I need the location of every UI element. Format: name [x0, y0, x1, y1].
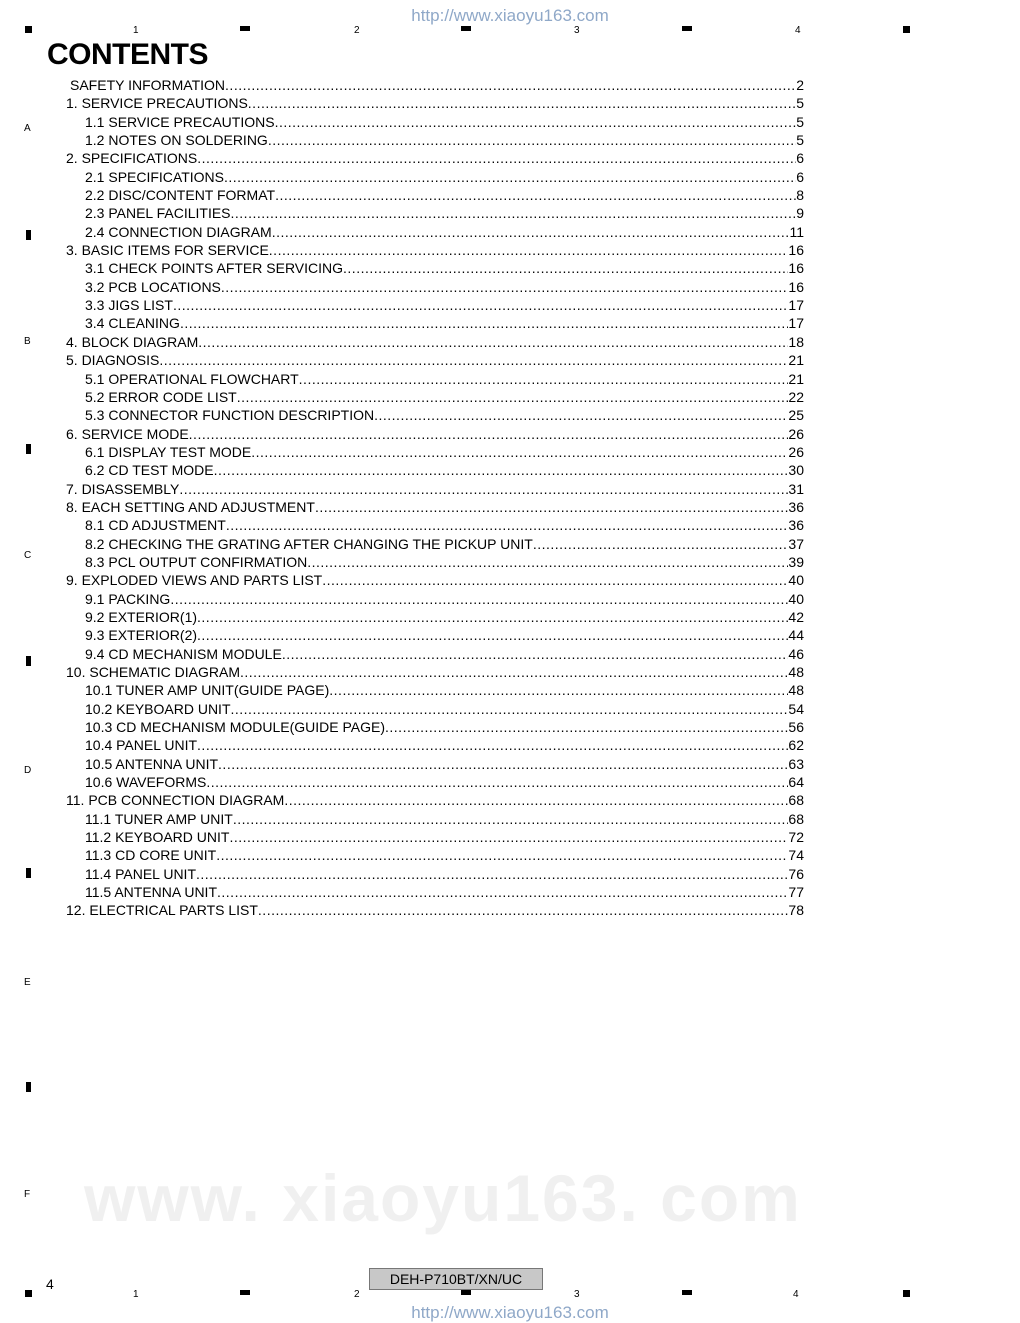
toc-entry-page: 39	[788, 553, 804, 570]
dot-leader	[299, 370, 789, 388]
column-number: 1	[133, 25, 139, 36]
toc-entry-page: 25	[788, 407, 804, 424]
toc-entry-title: 10. SCHEMATIC DIAGRAM	[66, 664, 240, 680]
dot-leader	[197, 736, 788, 754]
toc-entry[interactable]	[66, 883, 804, 901]
toc-entry-page: 54	[788, 700, 804, 717]
toc-entry-page: 78	[788, 902, 804, 919]
dot-leader	[226, 516, 789, 534]
watermark-text: www. xiaoyu163. com	[84, 1161, 802, 1235]
toc-entry-title: 2.2 DISC/CONTENT FORMAT	[85, 187, 276, 204]
toc-entry[interactable]	[66, 681, 804, 699]
dot-leader	[248, 94, 796, 112]
toc-entry-title: 3.4 CLEANING	[85, 315, 180, 332]
dot-leader	[533, 535, 789, 553]
dot-leader	[343, 259, 788, 277]
toc-entry-title: 2.3 PANEL FACILITIES	[85, 205, 231, 222]
toc-entry-title: 8.2 CHECKING THE GRATING AFTER CHANGING THE PICKUP UNIT	[85, 535, 533, 552]
toc-entry[interactable]	[66, 700, 804, 718]
dot-leader	[173, 296, 788, 314]
toc-entry-title: 10.6 WAVEFORMS	[85, 774, 207, 791]
toc-entry-page: 37	[788, 535, 804, 552]
toc-entry[interactable]	[66, 773, 804, 791]
toc-entry-title: 4. BLOCK DIAGRAM	[66, 333, 199, 350]
dot-leader	[197, 149, 796, 167]
toc-entry[interactable]	[66, 351, 804, 369]
toc-entry[interactable]	[66, 901, 804, 919]
toc-entry[interactable]	[66, 278, 804, 296]
dot-leader	[251, 443, 788, 461]
header-url[interactable]: http://www.xiaoyu163.com	[411, 6, 609, 25]
toc-entry[interactable]	[66, 571, 804, 589]
toc-entry-page: 46	[788, 645, 804, 662]
toc-entry-title: 12. ELECTRICAL PARTS LIST	[66, 902, 258, 919]
toc-entry-title: 6.2 CD TEST MODE	[85, 462, 214, 479]
dot-leader	[229, 828, 788, 846]
toc-entry-page: 68	[788, 792, 804, 809]
toc-entry-title: SAFETY INFORMATION	[70, 77, 226, 93]
toc-entry-page: 17	[788, 315, 804, 332]
toc-entry-title: 1. SERVICE PRECAUTIONS	[66, 95, 248, 112]
toc-entry-title: 5.3 CONNECTOR FUNCTION DESCRIPTION	[85, 407, 375, 424]
dot-leader	[218, 755, 788, 773]
toc-entry-page: 17	[788, 297, 804, 314]
dot-leader	[307, 553, 788, 571]
toc-entry-page: 63	[788, 755, 804, 772]
toc-entry[interactable]	[66, 736, 804, 754]
row-label: C	[24, 550, 32, 561]
row-label: A	[24, 123, 31, 134]
column-number: 2	[354, 1289, 360, 1300]
dot-leader	[237, 388, 789, 406]
registration-mark	[240, 1290, 250, 1295]
toc-entry-title: 10.4 PANEL UNIT	[85, 737, 198, 754]
toc-entry-page: 40	[788, 590, 804, 607]
toc-entry-title: 5.2 ERROR CODE LIST	[85, 388, 237, 405]
dot-leader	[240, 663, 788, 681]
toc-entry[interactable]	[66, 590, 804, 608]
toc-entry-page: 77	[788, 884, 804, 901]
toc-entry-title: 10.5 ANTENNA UNIT	[85, 755, 219, 772]
toc-entry-title: 10.1 TUNER AMP UNIT(GUIDE PAGE)	[85, 682, 330, 699]
toc-entry-page: 74	[788, 847, 804, 864]
toc-entry-page: 5	[796, 113, 804, 130]
toc-entry-title: 2.4 CONNECTION DIAGRAM	[85, 223, 272, 240]
toc-entry[interactable]	[66, 223, 804, 241]
toc-entry-page: 6	[796, 168, 804, 185]
registration-mark	[240, 26, 250, 31]
toc-entry[interactable]	[66, 663, 804, 681]
toc-entry-page: 21	[788, 352, 804, 369]
toc-entry[interactable]	[66, 388, 804, 406]
toc-entry[interactable]	[66, 608, 804, 626]
toc-entry-title: 2.1 SPECIFICATIONS	[85, 168, 224, 185]
toc-entry-page: 48	[788, 664, 804, 680]
toc-entry[interactable]	[66, 865, 804, 883]
toc-entry-page: 18	[788, 333, 804, 350]
dot-leader	[268, 131, 796, 149]
page-title: CONTENTS	[47, 38, 208, 71]
toc-entry-title: 11. PCB CONNECTION DIAGRAM	[66, 792, 285, 809]
corner-mark	[25, 1290, 32, 1297]
toc-entry-title: 9. EXPLODED VIEWS AND PARTS LIST	[66, 572, 323, 589]
page-number: 4	[46, 1276, 54, 1292]
row-label: F	[24, 1189, 31, 1200]
toc-entry-page: 44	[788, 627, 804, 644]
toc-entry-title: 2. SPECIFICATIONS	[66, 150, 198, 167]
toc-entry-title: 3. BASIC ITEMS FOR SERVICE	[66, 242, 269, 259]
row-label: E	[24, 977, 31, 988]
toc-entry-page: 22	[788, 388, 804, 405]
toc-entry[interactable]	[66, 168, 804, 186]
column-number: 3	[574, 1289, 580, 1300]
dot-leader	[269, 241, 789, 259]
toc-entry[interactable]	[66, 94, 804, 112]
toc-entry-title: 8.3 PCL OUTPUT CONFIRMATION	[85, 553, 308, 570]
toc-entry-title: 10.3 CD MECHANISM MODULE(GUIDE PAGE)	[85, 719, 386, 736]
dot-leader	[197, 608, 788, 626]
dot-leader	[275, 113, 797, 131]
dot-leader	[197, 626, 788, 644]
toc-entry-page: 5	[796, 132, 804, 149]
toc-entry-page: 8	[796, 187, 804, 204]
toc-entry[interactable]	[66, 425, 804, 443]
toc-entry[interactable]	[66, 480, 804, 498]
dot-leader	[224, 168, 796, 186]
toc-entry[interactable]	[66, 406, 804, 424]
dot-leader	[214, 461, 789, 479]
toc-entry-title: 9.3 EXTERIOR(2)	[85, 627, 198, 644]
dot-leader	[225, 76, 796, 94]
toc-entry[interactable]	[66, 149, 804, 167]
column-number: 2	[354, 25, 360, 36]
toc-entry-title: 11.1 TUNER AMP UNIT	[85, 810, 233, 827]
dot-leader	[385, 718, 788, 736]
toc-entry-title: 9.4 CD MECHANISM MODULE	[85, 645, 282, 662]
corner-mark	[903, 26, 910, 33]
dot-leader	[315, 498, 788, 516]
toc-entry-page: 48	[788, 682, 804, 699]
dot-leader	[216, 846, 788, 864]
toc-entry[interactable]	[66, 241, 804, 259]
toc-entry[interactable]	[66, 810, 804, 828]
toc-entry-page: 30	[788, 462, 804, 479]
toc-entry[interactable]	[66, 204, 804, 222]
toc-entry[interactable]	[66, 113, 804, 131]
corner-mark	[903, 1290, 910, 1297]
toc-entry-page: 21	[788, 370, 804, 387]
toc-entry-page: 16	[788, 278, 804, 295]
dot-leader	[179, 480, 788, 498]
toc-entry[interactable]	[66, 846, 804, 864]
toc-entry[interactable]	[66, 443, 804, 461]
dot-leader	[374, 406, 788, 424]
row-label: D	[24, 765, 32, 776]
toc-entry-page: 5	[796, 95, 804, 112]
toc-entry-page: 31	[788, 480, 804, 497]
toc-entry-title: 3.1 CHECK POINTS AFTER SERVICING	[85, 260, 344, 277]
toc-entry-page: 68	[788, 810, 804, 827]
dot-leader	[284, 791, 788, 809]
toc-entry-title: 11.4 PANEL UNIT	[85, 865, 197, 882]
toc-entry-title: 3.2 PCB LOCATIONS	[85, 278, 221, 295]
toc-entry-title: 9.1 PACKING	[85, 590, 171, 607]
row-label: B	[24, 336, 31, 347]
toc-entry-title: 8.1 CD ADJUSTMENT	[85, 517, 226, 534]
dot-leader	[159, 351, 788, 369]
toc-entry[interactable]	[66, 553, 804, 571]
toc-entry-title: 6. SERVICE MODE	[66, 425, 189, 442]
dot-leader	[189, 425, 789, 443]
toc-entry-page: 64	[788, 774, 804, 791]
dot-leader	[231, 204, 797, 222]
toc-entry[interactable]	[66, 131, 804, 149]
registration-mark	[461, 26, 471, 31]
model-label: DEH-P710BT/XN/UC	[369, 1268, 543, 1290]
toc-entry[interactable]	[66, 498, 804, 516]
toc-entry-page: 6	[796, 150, 804, 167]
toc-entry-title: 11.5 ANTENNA UNIT	[85, 884, 218, 901]
toc-entry-page: 11	[789, 223, 804, 240]
registration-mark	[26, 868, 31, 878]
dot-leader	[206, 773, 788, 791]
toc-entry-page: 36	[788, 517, 804, 534]
column-number: 1	[133, 1289, 139, 1300]
toc-entry-page: 56	[788, 719, 804, 736]
toc-entry-title: 1.1 SERVICE PRECAUTIONS	[85, 113, 275, 130]
toc-entry-page: 26	[788, 425, 804, 442]
toc-entry-title: 11.2 KEYBOARD UNIT	[85, 829, 230, 846]
dot-leader	[231, 700, 789, 718]
toc-entry[interactable]	[66, 626, 804, 644]
toc-entry-title: 1.2 NOTES ON SOLDERING	[85, 132, 268, 149]
dot-leader	[329, 681, 788, 699]
footer-url[interactable]: http://www.xiaoyu163.com	[411, 1303, 609, 1322]
toc-entry[interactable]	[66, 76, 804, 94]
toc-entry-page: 16	[788, 260, 804, 277]
toc-entry[interactable]	[66, 333, 804, 351]
toc-entry[interactable]	[66, 370, 804, 388]
toc-entry-page: 40	[788, 572, 804, 589]
toc-entry-page: 76	[788, 865, 804, 882]
toc-entry[interactable]	[66, 186, 804, 204]
toc-entry[interactable]	[66, 259, 804, 277]
toc-entry[interactable]	[66, 516, 804, 534]
dot-leader	[275, 186, 796, 204]
toc-entry-page: 16	[788, 242, 804, 259]
registration-mark	[26, 656, 31, 666]
dot-leader	[198, 333, 788, 351]
dot-leader	[180, 314, 788, 332]
corner-mark	[25, 26, 32, 33]
dot-leader	[233, 810, 789, 828]
column-number: 4	[793, 1289, 799, 1300]
toc-entry-title: 10.2 KEYBOARD UNIT	[85, 700, 231, 717]
dot-leader	[282, 645, 789, 663]
dot-leader	[170, 590, 788, 608]
column-number: 3	[574, 25, 580, 36]
dot-leader	[196, 865, 788, 883]
toc-entry-page: 26	[788, 443, 804, 460]
registration-mark	[26, 1082, 31, 1092]
toc-entry[interactable]	[66, 461, 804, 479]
dot-leader	[272, 223, 790, 241]
registration-mark	[26, 230, 31, 240]
registration-mark	[26, 444, 31, 454]
toc-entry-title: 8. EACH SETTING AND ADJUSTMENT	[66, 498, 315, 515]
toc-entry-page: 72	[788, 829, 804, 846]
dot-leader	[322, 571, 788, 589]
toc-entry[interactable]	[66, 828, 804, 846]
toc-entry[interactable]	[66, 296, 804, 314]
toc-entry[interactable]	[66, 535, 804, 553]
registration-mark	[682, 26, 692, 31]
registration-mark	[461, 1290, 471, 1295]
toc-entry-page: 42	[788, 608, 804, 625]
toc-entry[interactable]	[66, 645, 804, 663]
toc-entry[interactable]	[66, 718, 804, 736]
toc-entry-title: 5. DIAGNOSIS	[66, 352, 160, 369]
toc-entry-title: 9.2 EXTERIOR(1)	[85, 608, 198, 625]
dot-leader	[217, 883, 788, 901]
dot-leader	[258, 901, 789, 919]
toc-entry-title: 11.3 CD CORE UNIT	[85, 847, 217, 864]
toc-entry-title: 3.3 JIGS LIST	[85, 297, 173, 314]
toc-entry-page: 36	[788, 498, 804, 515]
toc-entry-page: 62	[788, 737, 804, 754]
toc-entry-page: 2	[796, 77, 804, 93]
registration-mark	[682, 1290, 692, 1295]
toc-entry-title: 6.1 DISPLAY TEST MODE	[85, 443, 252, 460]
toc-entry[interactable]	[66, 755, 804, 773]
toc-entry-title: 5.1 OPERATIONAL FLOWCHART	[85, 370, 299, 387]
dot-leader	[221, 278, 789, 296]
table-of-contents	[66, 76, 804, 920]
toc-entry-title: 7. DISASSEMBLY	[66, 480, 180, 497]
toc-entry[interactable]	[66, 314, 804, 332]
toc-entry-page: 9	[796, 205, 804, 222]
column-number: 4	[795, 25, 801, 36]
toc-entry[interactable]	[66, 791, 804, 809]
